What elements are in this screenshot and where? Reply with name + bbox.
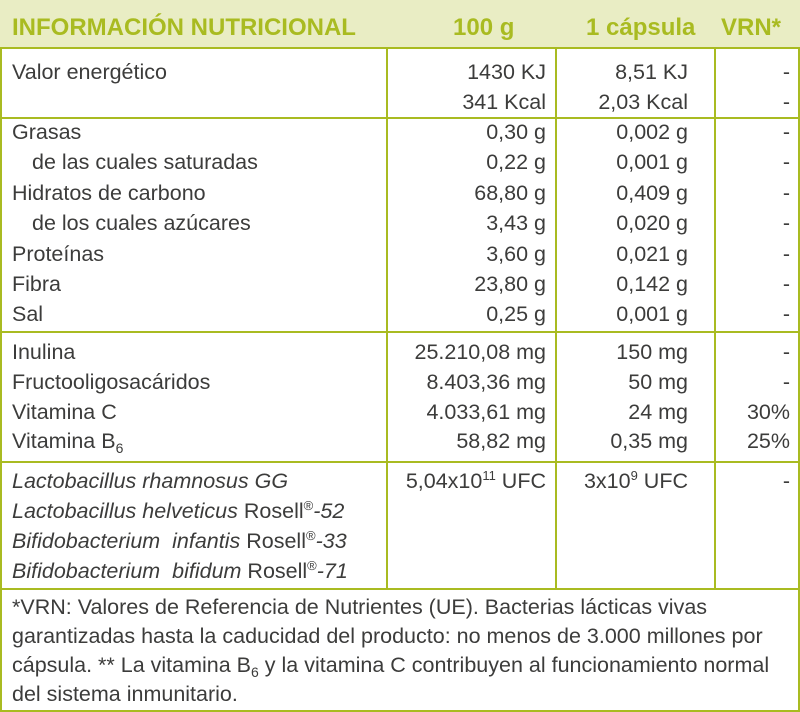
table-row <box>0 556 800 586</box>
value-base: 5,04x10 <box>405 469 483 493</box>
value-capsule: 0,409 g <box>616 181 688 205</box>
table-row <box>0 178 800 208</box>
strain-species: Bifidobacterium infantis <box>12 529 241 553</box>
value-100g: 0,22 g <box>486 150 546 174</box>
value-100g: 8.403,36 mg <box>426 370 546 394</box>
table-row <box>0 269 800 299</box>
strain-name <box>12 556 348 586</box>
row-label: Sal <box>12 302 44 326</box>
table-row <box>0 299 800 329</box>
exponent: 9 <box>630 468 638 483</box>
strain-code: -71 <box>316 559 348 583</box>
subscript: 6 <box>115 440 124 456</box>
value-vrn: - <box>782 370 790 394</box>
row-label <box>12 426 123 456</box>
value-vrn: - <box>782 302 790 326</box>
table-row <box>0 208 800 238</box>
strain-name <box>12 496 344 526</box>
value-vrn: 25% <box>746 429 790 453</box>
unit: UFC <box>495 469 546 493</box>
value-100g: 23,80 g <box>474 272 546 296</box>
table-row <box>0 426 800 456</box>
strain-code: -33 <box>315 529 347 553</box>
value-capsule: 50 mg <box>628 370 688 394</box>
row-label: de los cuales azúcares <box>32 211 251 235</box>
column-header-vrn: VRN* <box>721 14 782 41</box>
value-capsule: 0,020 g <box>616 211 688 235</box>
value-capsule: 0,001 g <box>616 150 688 174</box>
row-label: Hidratos de carbono <box>12 181 206 205</box>
column-header-capsule: 1 cápsula <box>586 14 696 41</box>
footnote-text-continued: y la vitamina C contribuyen al funcionamiento normal del sistema inmunitario. <box>12 653 770 706</box>
strain-species: Bifidobacterium bifidum <box>12 559 242 583</box>
row-label: Fructooligosacáridos <box>12 370 211 394</box>
value-vrn: 30% <box>746 400 790 424</box>
value-100g: 25.210,08 mg <box>414 340 546 364</box>
table-row <box>0 466 800 496</box>
value-vrn: - <box>782 60 790 84</box>
strain-code: -52 <box>313 499 345 523</box>
value-vrn: - <box>782 211 790 235</box>
value-capsule: 150 mg <box>616 340 688 364</box>
strain-brand: Rosell <box>246 529 306 553</box>
table-title: INFORMACIÓN NUTRICIONAL <box>12 14 356 41</box>
value-100g: 58,82 mg <box>456 429 546 453</box>
value-100g <box>406 466 546 496</box>
row-label: Fibra <box>12 272 61 296</box>
value-base: 3x10 <box>583 469 631 493</box>
subscript: 6 <box>251 664 259 680</box>
row-label: Valor energético <box>12 60 167 84</box>
value-vrn: - <box>782 469 790 493</box>
row-label: de las cuales saturadas <box>32 150 258 174</box>
registered-mark: ® <box>305 528 316 543</box>
vitamin-b-label: Vitamina B <box>12 429 116 453</box>
strain-brand: Rosell <box>247 559 308 583</box>
divider <box>0 331 800 333</box>
row-label: Grasas <box>12 120 82 144</box>
exponent: 11 <box>482 468 496 483</box>
value-vrn: - <box>782 181 790 205</box>
value-capsule: 24 mg <box>628 400 688 424</box>
strain-name: Lactobacillus rhamnosus GG <box>12 469 289 493</box>
table-row <box>0 117 800 147</box>
value-100g: 68,80 g <box>474 181 546 205</box>
strain-species: Lactobacillus helveticus <box>12 499 238 523</box>
table-row <box>0 87 800 117</box>
value-capsule: 0,35 mg <box>610 429 688 453</box>
value-capsule: 0,001 g <box>616 302 688 326</box>
divider <box>0 461 800 463</box>
value-100g: 0,25 g <box>486 302 546 326</box>
value-capsule: 0,021 g <box>616 242 688 266</box>
row-label: Inulina <box>12 340 76 364</box>
column-header-100g: 100 g <box>453 14 515 41</box>
value-vrn: - <box>782 90 790 114</box>
value-capsule: 2,03 Kcal <box>598 90 688 114</box>
value-100g: 341 Kcal <box>462 90 546 114</box>
table-row <box>0 496 800 526</box>
divider <box>0 588 800 590</box>
unit: UFC <box>637 469 688 493</box>
value-capsule: 0,002 g <box>616 120 688 144</box>
value-vrn: - <box>782 242 790 266</box>
table-row <box>0 147 800 177</box>
value-100g: 0,30 g <box>486 120 546 144</box>
value-100g: 1430 KJ <box>467 60 546 84</box>
value-vrn: - <box>782 150 790 174</box>
table-row <box>0 57 800 87</box>
value-100g: 3,43 g <box>486 211 546 235</box>
value-vrn: - <box>782 272 790 296</box>
table-row <box>0 337 800 367</box>
row-label: Proteínas <box>12 242 105 266</box>
value-capsule: 0,142 g <box>616 272 688 296</box>
table-row <box>0 367 800 397</box>
registered-mark: ® <box>307 558 317 573</box>
value-capsule <box>584 466 688 496</box>
value-100g: 4.033,61 mg <box>426 400 546 424</box>
value-vrn: - <box>782 120 790 144</box>
registered-mark: ® <box>303 498 314 513</box>
value-vrn: - <box>782 340 790 364</box>
footnote-text: *VRN: Valores de Referencia de Nutrientes (UE). Bacterias lácticas vivas garantizadas hasta la caducidad del producto: no menos de 3.000 millones por cápsula. ** La vitamina B <box>12 595 763 677</box>
value-capsule: 8,51 KJ <box>615 60 688 84</box>
table-row <box>0 397 800 427</box>
table-row <box>0 526 800 556</box>
footnote <box>12 593 792 709</box>
table-row <box>0 239 800 269</box>
row-label: Vitamina C <box>12 400 117 424</box>
strain-brand: Rosell <box>243 499 304 523</box>
strain-name <box>12 526 347 556</box>
value-100g: 3,60 g <box>486 242 546 266</box>
